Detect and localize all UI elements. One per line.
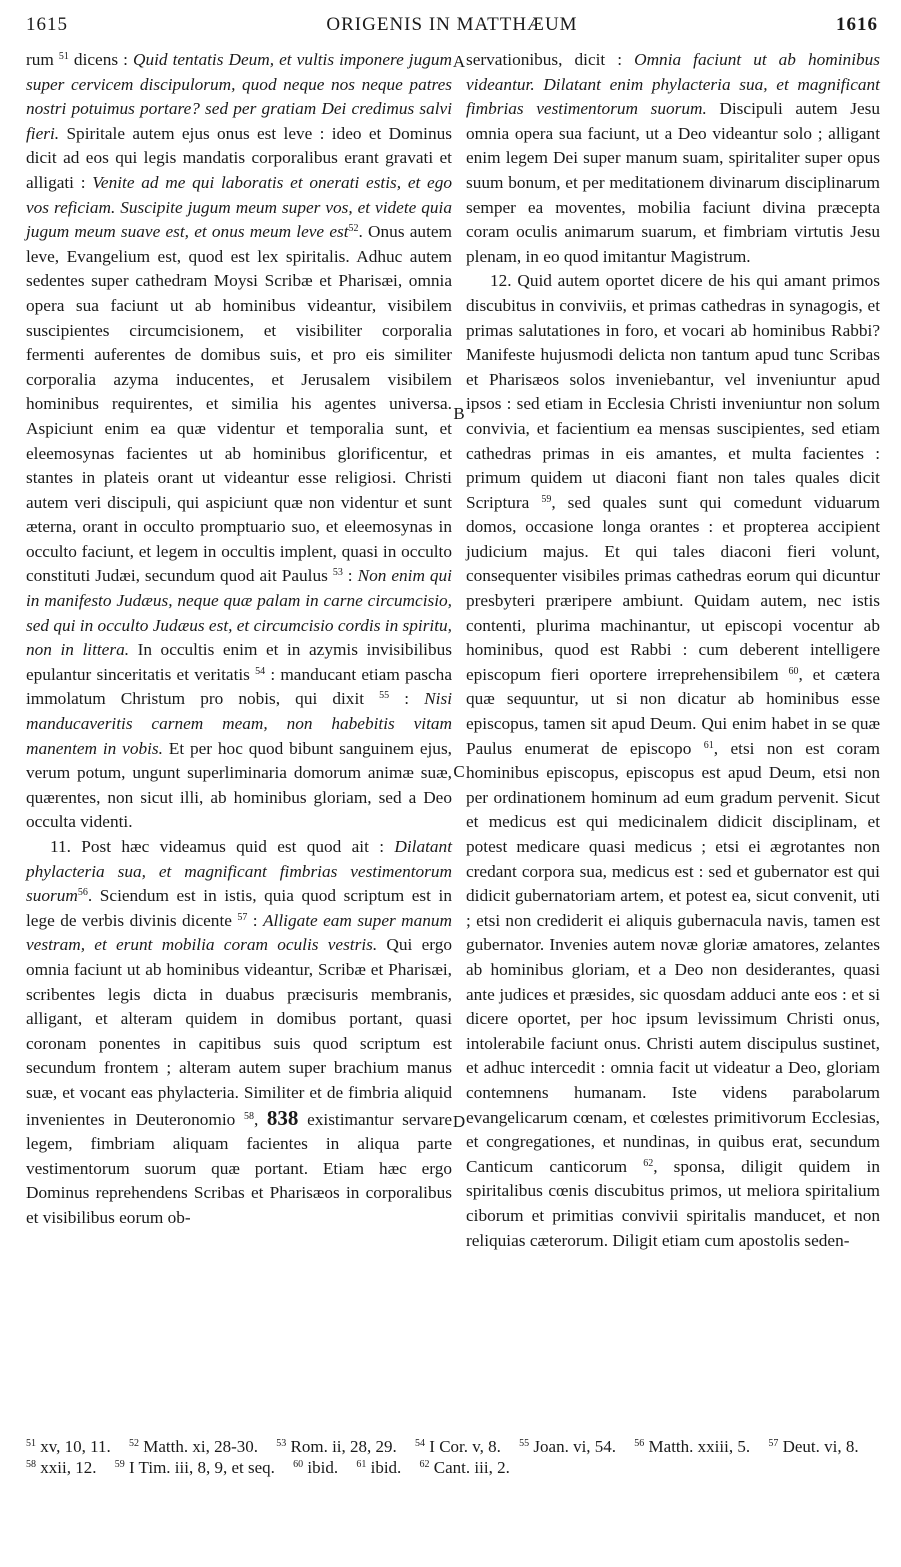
running-title: ORIGENIS IN MATTHÆUM bbox=[326, 14, 578, 35]
scripture-quote: Omnia faciunt ut ab hominibus videantur. Dilatant enim phylacteria sua, et magnificant fimbrias vestimentorum suorum. bbox=[466, 50, 880, 119]
scripture-quote: Alligate eam super manum vestram, et erunt mobilia coram oculis vestris. bbox=[26, 910, 453, 955]
margin-letter-d: D bbox=[452, 1112, 466, 1131]
footnote-ref: 59 bbox=[541, 493, 552, 505]
paragraph-11: 11. Post hæc videamus quid est quod ait : Dilatant phylacteria sua, et magnificant fimbrias vestimentorum suorum$^{56}$. Sciendum est in istis, quia quod scriptum est in lege de verbis divinis dicente $^{57}$ : Alligate eam super manum vestram, et erunt mobilia coram oculis vestris. Qui ergo omnia faciunt ut ab hominibus videantur, Scribæ et Pharisæi, scribentes legis dicta in duabus præcisuris membranis, alligant, et alteram quidem in domibus portant, quasi coronam ponentes in capitibus suis quod scriptum est secundum frontem ; alteram autem super brachium manus suæ, et vocant eas phylacteria. Similiter et de fimbria aliquid invenientes in Deuteronomio $^{58}$, 838 existimantur servare legem, fimbriam aliquam facientes in aliqua parte vestimentorum suorum quæ portant. Etiam hæc ergo Dominus reprehendens Scribas et Pharisæos in corporalibus et visibilibus eorum ob- bbox=[26, 837, 453, 1227]
footnote: $^{59}$ I Tim. iii, 8, 9, et seq. bbox=[114, 1458, 275, 1477]
footnote: $^{56}$ Matth. xxiii, 5. bbox=[634, 1437, 751, 1456]
paragraph: servationibus, dicit : Omnia faciunt ut ab hominibus videantur. Dilatant enim phylacteria sua, et magnificant fimbrias vestimentorum suorum. Discipuli autem Jesu omnia opera sua faciunt, ut a Deo videantur solo ; alligant enim legem Dei super manum suam, spiritaliter super opus suum bonum, et per meditationem divinarum disciplinarum semper ea moventes, mobilia faciunt divina præcepta coram oculis animarum suarum, et fimbriam virtutis Jesu plenam, in eo quod imitantur Magistrum. bbox=[466, 50, 880, 266]
page-header bbox=[26, 14, 878, 38]
footnote-ref: 54 bbox=[255, 665, 266, 677]
footnote-ref: 58 bbox=[243, 1110, 254, 1122]
page-number-left: 1615 bbox=[26, 14, 68, 35]
migne-column-number: 838 bbox=[266, 1105, 299, 1130]
footnote: $^{55}$ Joan. vi, 54. bbox=[519, 1437, 617, 1456]
right-column bbox=[466, 48, 880, 1253]
footnote-ref: 53 bbox=[332, 567, 343, 579]
footnote: $^{57}$ Deut. vi, 8. bbox=[768, 1437, 859, 1456]
footnote-ref: 62 bbox=[643, 1157, 654, 1169]
footnote: $^{52}$ Matth. xi, 28-30. bbox=[129, 1437, 259, 1456]
footnotes bbox=[26, 1436, 878, 1478]
margin-letter-b: B bbox=[453, 404, 465, 423]
footnote-ref: 52 bbox=[348, 223, 359, 235]
scripture-quote: Quid tentatis Deum, et vultis imponere jugum super cervicem discipulorum, quod neque nos neque patres nostri potuimus portare? sed per gratiam Dei credimus salvi fieri. bbox=[26, 50, 452, 143]
paragraph-12: 12. Quid autem oportet dicere de his qui amant primos discubitus in conviviis, et primas cathedras in synagogis, et primas salutationes in foro, et vocari ab hominibus Rabbi? Manifeste hujusmodi delicta non tantum apud tunc Scribas et Pharisæos solos inveniebantur, vel inveniuntur apud ipsos : sed etiam in Ecclesia Christi inveniuntur non solum convivia, et facientium ea mensas suscipientes, sed etiam cathedras primas in eis amantes, et multa facientes : primum quidem ut diaconi fiant non tales quales dicit Scriptura $^{59}$, sed quales sunt qui comedunt viduarum domos, occasione longa orantes : et propterea accipient judicium majus. Et qui tales diaconi fieri volunt, consequenter visibiles primas cathedras eorum qui dicuntur presbyteri præripere ambiunt. Quidam autem, nec istis contenti, plurima machinantur, ut episcopi vocentur ab hominibus, quod est Rabbi : cum deberent intelligere episcopum fieri oportere irreprehensibilem $^{60}$, et cætera quæ sequuntur, ut si non dicatur ab hominibus esse episcopus, tamen sit apud Deum. Qui enim habet in se quæ Paulus enumerat de episcopo $^{61}$, etsi non est coram hominibus episcopus, episcopus est apud Deum, etsi non per ordinationem hominum ad eum gradum pervenit. Sicut et medicus est qui medicinalem didicit disciplinam, et potest medicare quasi medicus ; etsi ei ægrotantes non credant corpora sua, medicus est : sed et gubernator est qui didicit gubernatoriam artem, et potest ea, sicut convenit, uti ; etsi non crediderit ei aliquis gubernacula navis, tamen est gubernator. Invenies autem novæ gloriæ amatores, zelantes ab hominibus gloriam, et a Deo non desiderantes, quasi ante judices et præsides, sic quosdam adduci ante eos : et si dicere oportet, per hoc ipsum levissimum Christi onus, intolerabile faciunt onus. Christi autem discipulus sustinet, et adhuc intercedit : omnia facit ut videatur a Deo, gloriam contemnens humanam. Iste videns parabolarum evangelicarum cœnam, et cœlestes primitivorum Ecclesias, et congregationes, et nundinas, in quibus erat, secundum Canticum canticorum $^{62}$, sponsa, diligit quidem in spiritalibus cœnis discubitus primos, ut meliora spiritalium ciborum et primitias convivii spiritalis manducet, et non reliquias cæterorum. Diligit etiam cum apostolis seden- bbox=[466, 271, 881, 1250]
page-number-right: 1616 bbox=[836, 14, 878, 35]
paragraph: rum $^{51}$ dicens : Quid tentatis Deum, et vultis imponere jugum super cervicem discipulorum, quod neque nos neque patres nostri potuimus portare? sed per gratiam Dei credimus salvi fieri. Spiritale autem ejus onus est leve : ideo et Dominus dicit ad eos qui legis mandatis corporalibus erant gravati et alligati : Venite ad me qui laboratis et onerati estis, et ego vos reficiam. Suscipite jugum meum super vos, et videte quia jugum meum suave est, et onus meum leve est$^{52}$. Onus autem leve, Evangelium est, quod est lex spiritalis. Adhuc autem sedentes super cathedram Moysi Scribæ et Pharisæi, omnia opera sua faciunt ut ab hominibus videantur, visibilem suscipientes circumcisionem, et visibiliter corporalia fermenti auferentes de domibus suis, et pro eis similiter corporalia azyma inducentes, et Jerusalem visibilem hominibus requirentes, et similia his agentes universa. Aspiciunt enim ea quæ videntur et temporalia sunt, et eleemosynas facientes ut ab hominibus glorificentur, et stantes in plateis orant ut videantur esse religiosi. Christi autem veri discipuli, qui aspiciunt quæ non videntur et sunt æterna, orant in occulto promptuario suo, et eleemosynas in occulto faciunt, et legem in occultis implent, quasi in occulto constituti Judæi, secundum quod ait Paulus $^{53}$ : Non enim qui in manifesto Judæus, neque quæ palam in carne circumcisio, sed qui in occulto Judæus est, et circumcisio cordis in spiritu, non in littera. In occultis enim et in azymis invisibilibus epulantur sinceritatis et veritatis $^{54}$ : manducant etiam pascha immolatum Christum pro nobis, qui dixit $^{55}$ : Nisi manducaveritis carnem meam, non habebitis vitam manentem in vobis. Et per hoc quod bibunt sanguinem ejus, verum potum, ungunt superliminaria domorum animæ suæ, quærentes, non sicut illi, ab hominibus gloriam, sed a Deo occulta videnti. bbox=[26, 50, 452, 832]
footnote: $^{61}$ ibid. bbox=[356, 1458, 402, 1477]
margin-letter-a: A bbox=[452, 52, 466, 71]
footnote-ref: 51 bbox=[58, 51, 69, 62]
left-column bbox=[26, 48, 452, 1231]
scripture-quote: Nisi manducaveritis carnem meam, non habebitis vitam manentem in vobis. bbox=[26, 689, 452, 758]
footnote-ref: 60 bbox=[788, 665, 799, 677]
footnote: $^{51}$ xv, 10, 11. bbox=[26, 1437, 111, 1456]
scripture-quote: Dilatant phylacteria sua, et magnificant fimbrias vestimentorum suorum bbox=[26, 837, 452, 906]
footnote-ref: 55 bbox=[379, 690, 390, 702]
footnote: $^{53}$ Rom. ii, 28, 29. bbox=[276, 1437, 397, 1456]
footnote-ref: 57 bbox=[237, 911, 248, 923]
scripture-quote: Venite ad me qui laboratis et onerati estis, et ego vos reficiam. Suscipite jugum meum super vos, et videte quia jugum meum suave est, et onus meum leve est bbox=[26, 172, 452, 242]
scripture-quote: Non enim qui in manifesto Judæus, neque quæ palam in carne circumcisio, sed qui in occulto Judæus est, et circumcisio cordis in spiritu, non in littera. bbox=[26, 566, 452, 660]
margin-letter-c: C bbox=[453, 762, 465, 781]
footnote: $^{58}$ xxii, 12. bbox=[26, 1458, 97, 1477]
footnote: $^{60}$ ibid. bbox=[293, 1458, 339, 1477]
footnote-ref: 56 bbox=[77, 887, 88, 899]
footnote: $^{54}$ I Cor. v, 8. bbox=[415, 1437, 501, 1456]
footnote: $^{62}$ Cant. iii, 2. bbox=[419, 1458, 510, 1477]
footnote-ref: 61 bbox=[703, 739, 714, 751]
